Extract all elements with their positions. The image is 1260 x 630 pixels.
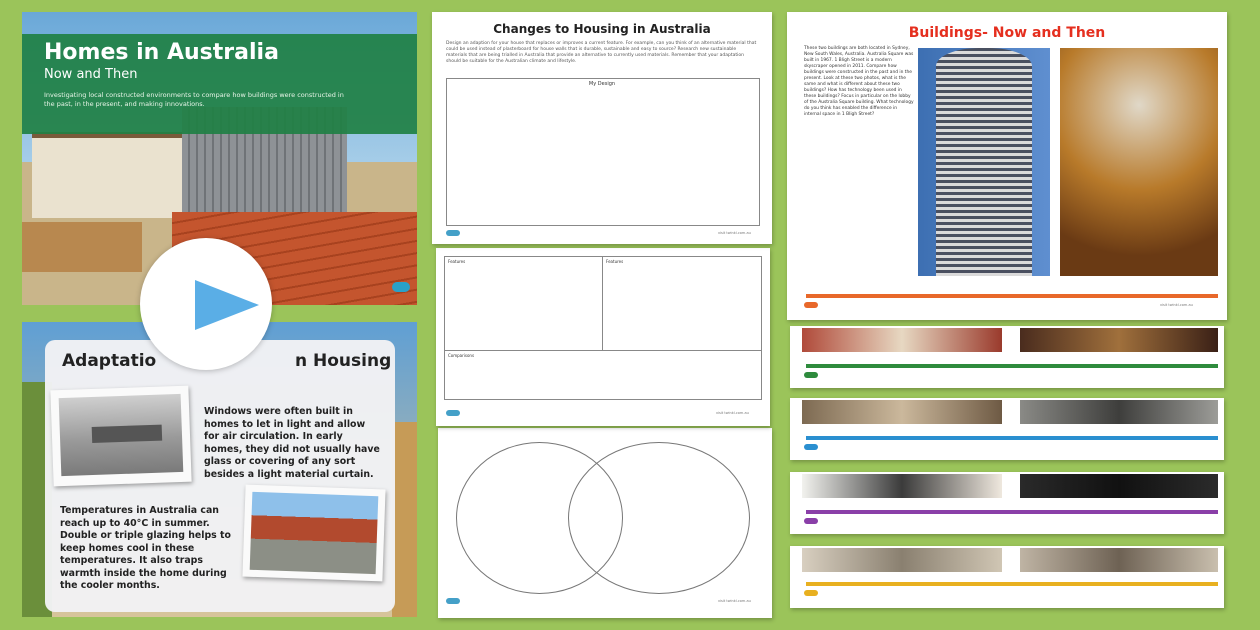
thumbnail-photo	[802, 548, 1002, 572]
colour-rule	[806, 436, 1218, 440]
slide-description: Investigating local constructed environments to compare how buildings were constructed in the past, in the present, and making innovations.	[44, 91, 344, 108]
twinkl-logo-icon	[804, 590, 818, 596]
worksheet-instructions: Design an adaption for your house that replaces or improves a current feature. For example, can you think of an alternative material that could be used instead of plasterboard for house walls that is durable, sustainable and easy to source? Research new sustainable materials that are being trialled in Australia that provide an alternative to currently used materials. Remember that your adaptation should be suitable for the Australian climate and lifestyle.	[446, 41, 757, 64]
slide-subtitle: Now and Then	[44, 67, 138, 82]
thumbnail-photo	[1020, 548, 1218, 572]
twinkl-logo-icon	[446, 410, 460, 416]
my-design-label: My Design	[588, 81, 616, 87]
temperature-text: Temperatures in Australia can reach up to 40°C in summer. Double or triple glazing helps to keep homes cool in these temperatures. It also traps warmth inside the home during the cooler months.	[60, 505, 231, 591]
thumbnail-photo	[1020, 400, 1218, 424]
buildings-title: Buildings- Now and Then	[908, 25, 1106, 41]
footer-text: visit twinkl.com.au	[1160, 303, 1193, 307]
colour-rule	[806, 364, 1218, 368]
thumbnail-photo	[802, 474, 1002, 498]
twinkl-logo-icon	[804, 302, 818, 308]
fence-background	[392, 422, 417, 617]
venn-circle-right	[568, 442, 750, 594]
table-divider	[602, 256, 603, 350]
worksheet-title: Changes to Housing in Australia	[493, 22, 711, 36]
slide-title: Homes in Australia	[44, 40, 279, 65]
features-label-right: Features	[606, 259, 624, 264]
colour-rule	[806, 582, 1218, 586]
twinkl-logo-icon	[446, 598, 460, 604]
brick-house-illustration	[32, 132, 182, 218]
slide-title-left: Adaptatio	[62, 351, 157, 371]
twinkl-logo-icon	[804, 518, 818, 524]
slide-title-right: n Housing	[295, 351, 392, 371]
features-label-left: Features	[448, 259, 466, 264]
stone-wall	[22, 222, 142, 272]
footer-text: visit twinkl.com.au	[718, 231, 751, 235]
thumbnail-photo	[1020, 474, 1218, 498]
comparisons-box	[444, 350, 762, 400]
colour-rule	[806, 294, 1218, 298]
twinkl-logo-icon	[446, 230, 460, 236]
old-house-photo	[50, 386, 191, 487]
thumbnail-photo	[1020, 328, 1218, 352]
my-design-box	[446, 78, 760, 226]
buildings-text: These two buildings are both located in Sydney, New South Wales, Australia. Australia Square was built in 1967. 1 Bligh Street is a modern skyscraper opened in 2011. Compare how buildings were constructed in the past and in the present. Look at these two photos, what is the same and what is different about these two buildings? How has technology been used in these buildings? Focus in particular on the lobby of the Australia Square building. What technology do you think has enabled the difference in internal space in 1 Bligh Street?	[804, 46, 914, 117]
footer-text: visit twinkl.com.au	[718, 599, 751, 603]
play-icon[interactable]	[195, 280, 259, 330]
footer-text: visit twinkl.com.au	[716, 411, 749, 415]
twinkl-logo-icon	[804, 372, 818, 378]
twinkl-logo-icon	[392, 282, 410, 292]
bligh-street-lobby-photo	[1060, 48, 1218, 276]
features-table	[444, 256, 762, 352]
australia-square-photo	[918, 48, 1050, 276]
thumbnail-photo	[802, 328, 1002, 352]
thumbnail-photo	[802, 400, 1002, 424]
twinkl-logo-icon	[804, 444, 818, 450]
windows-text: Windows were often built in homes to let in light and allow for air circulation. In early homes, they did not usually have glass or covering of any sort besides a light material curtain.	[204, 406, 380, 480]
comparisons-label: Comparisons	[448, 353, 475, 358]
modern-house-photo	[242, 485, 385, 582]
colour-rule	[806, 510, 1218, 514]
